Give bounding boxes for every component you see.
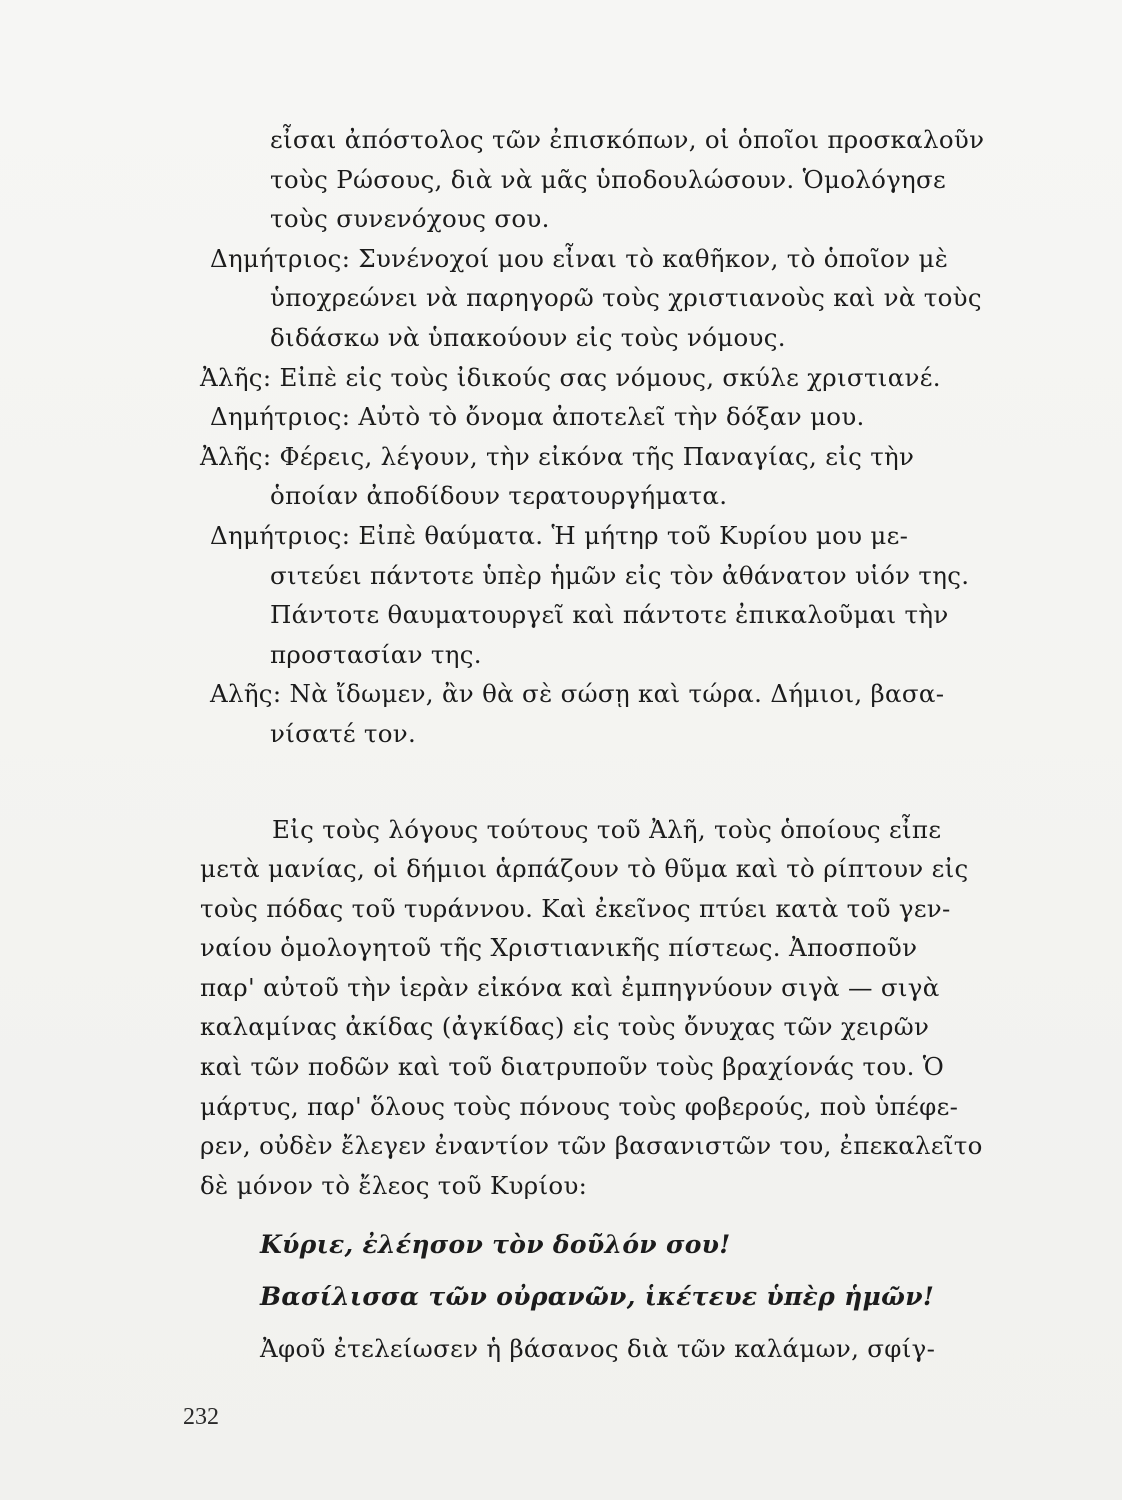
text-line: νίσατέ τον. [270,718,417,748]
verse-line: Κύριε, ἐλέησον τὸν δοῦλόν σου! [260,1230,731,1260]
dialogue-line: Δημήτριος: Αὐτὸ τὸ ὄνομα ἀποτελεῖ τὴν δόξαν μου. [210,402,865,432]
text-line: μετὰ μανίας, οἱ δήμιοι ἁρπάζουν τὸ θῦμα καὶ τὸ ρίπτουν εἰς [200,854,969,884]
text-line: ὁποίαν ἀποδίδουν τερατουργήματα. [270,481,728,511]
text-line: σιτεύει πάντοτε ὑπὲρ ἡμῶν εἰς τὸν ἀθάνατον υἱόν της. [270,560,970,590]
dialogue-line: Ἀλῆς: Εἰπὲ εἰς τοὺς ἰδικούς σας νόμους, σκύλε χριστιανέ. [200,362,941,392]
verse-line: Βασίλισσα τῶν οὐρανῶν, ἱκέτευε ὑπὲρ ἡμῶν! [260,1282,935,1312]
paragraph-first-line: Εἰς τοὺς λόγους τούτους τοῦ Ἀλῆ, τοὺς ὁποίους εἶπε [272,814,942,844]
text-line: καὶ τῶν ποδῶν καὶ τοῦ διατρυποῦν τοὺς βραχίονάς του. Ὁ [200,1052,945,1082]
text-line: διδάσκω νὰ ὑπακούουν εἰς τοὺς νόμους. [270,322,786,352]
prayer-verses [200,1219,1060,1323]
text-line: προστασίαν της. [270,639,482,669]
text-line: καλαμίνας ἀκίδας (ἀγκίδας) εἰς τοὺς ὄνυχας τῶν χειρῶν [200,1012,930,1042]
text-line: εἶσαι ἀπόστολος τῶν ἐπισκόπων, οἱ ὁποῖοι προσκαλοῦν [270,125,985,154]
text-line: Πάντοτε θαυματουργεῖ καὶ πάντοτε ἐπικαλοῦμαι τὴν [270,600,949,630]
text-line: ναίου ὁμολογητοῦ τῆς Χριστιανικῆς πίστεως. Ἀποσποῦν [200,933,918,963]
dialogue-line: Δημήτριος: Εἰπὲ θαύματα. Ἡ μήτηρ τοῦ Κυρίου μου με- [210,520,909,550]
text-line: τοὺς Ρώσους, διὰ νὰ μᾶς ὑποδουλώσουν. Ὁμολόγησε [270,164,947,194]
dialogue-line: Αλῆς: Νὰ ἴδωμεν, ἂν θὰ σὲ σώσῃ καὶ τώρα. Δήμιοι, βασα- [210,679,945,709]
text-line: παρ' αὐτοῦ τὴν ἱερὰν εἰκόνα καὶ ἐμπηγνύουν σιγὰ — σιγὰ [200,972,940,1002]
text-line: ὑποχρεώνει νὰ παρηγορῶ τοὺς χριστιανοὺς καὶ νὰ τοὺς [270,283,982,313]
text-line: ρεν, οὐδὲν ἔλεγεν ἐναντίον τῶν βασανιστῶν του, ἐπεκαλεῖτο [200,1131,983,1161]
page-number: 232 [183,1404,219,1430]
text-line: δὲ μόνον τὸ ἔλεος τοῦ Κυρίου: [200,1170,588,1200]
text-line: τοὺς πόδας τοῦ τυράννου. Καὶ ἐκεῖνος πτύει κατὰ τοῦ γεν- [200,893,951,923]
text-line: τοὺς συνενόχους σου. [270,204,550,234]
dialogue-line: Ἀλῆς: Φέρεις, λέγουν, τὴν εἰκόνα τῆς Παναγίας, εἰς τὴν [200,441,915,471]
text-line: μάρτυς, παρ' ὅλους τοὺς πόνους τοὺς φοβερούς, ποὺ ὑπέφε- [200,1091,959,1121]
dialogue-line: Δημήτριος: Συνένοχοί μου εἶναι τὸ καθῆκον, τὸ ὁποῖον μὲ [210,243,949,273]
paragraph-gap [200,754,1060,810]
paragraph-first-line: Ἀφοῦ ἐτελείωσεν ἡ βάσανος διὰ τῶν καλάμων, σφίγ- [260,1334,936,1364]
body-text [200,120,1060,1369]
